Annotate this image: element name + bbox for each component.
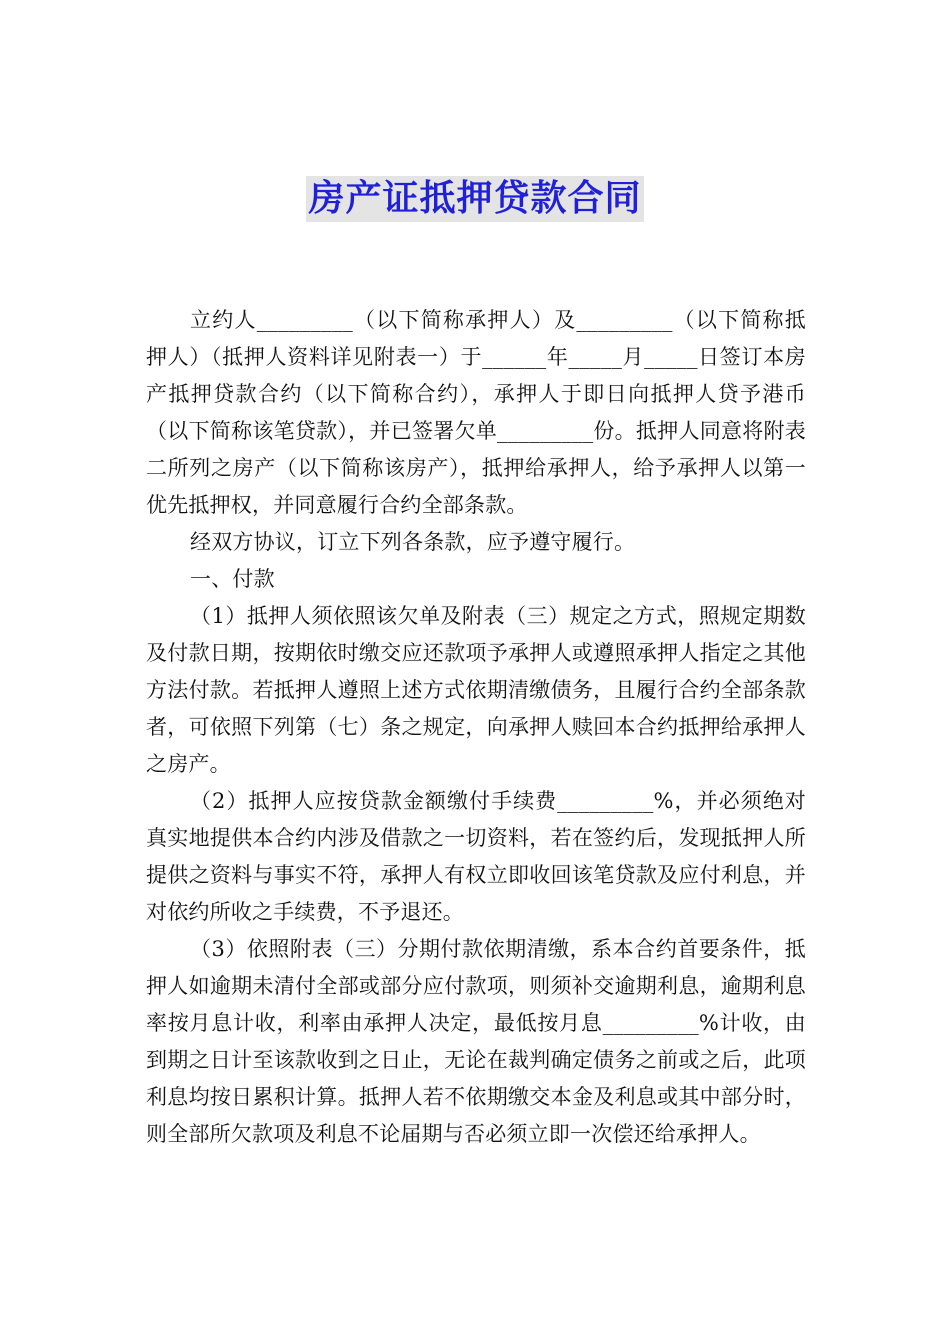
section-heading-payment: 一、付款 bbox=[190, 567, 275, 591]
paragraph-preamble: 立约人_________（以下简称承押人）及_________（以下简称抵押人）（抵押人资料详见附表一）于______年_____月_____日签订本房产抵押贷款合约（以下简称合约），承押人于即日向抵押人贷予港币（以下简称该笔贷款），并已签署欠单_________份。抵押人同意将附表二所列之房产（以下简称该房产），抵押给承押人，给予承押人以第一优先抵押权，并同意履行合约全部条款。 bbox=[146, 308, 806, 517]
document-body bbox=[146, 302, 806, 1153]
paragraph-agreement: 经双方协议，订立下列各条款，应予遵守履行。 bbox=[190, 530, 636, 554]
clause-1: （1）抵押人须依照该欠单及附表（三）规定之方式，照规定期数及付款日期，按期依时缴交应还款项予承押人或遵照承押人指定之其他方法付款。若抵押人遵照上述方式依期清缴债务，且履行合约全部条款者，可依照下列第（七）条之规定，向承押人赎回本合约抵押给承押人之房产。 bbox=[146, 604, 806, 776]
title-container bbox=[0, 176, 950, 222]
document-title: 房产证抵押贷款合同 bbox=[306, 176, 643, 222]
clause-3: （3）依照附表（三）分期付款依期清缴，系本合约首要条件，抵押人如逾期未清付全部或部分应付款项，则须补交逾期利息，逾期利息率按月息计收，利率由承押人决定，最低按月息_________%计收，由到期之日计至该款收到之日止，无论在裁判确定债务之前或之后，此项利息均按日累积计算。抵押人若不依期缴交本金及利息或其中部分时，则全部所欠款项及利息不论届期与否必须立即一次偿还给承押人。 bbox=[146, 937, 806, 1146]
clause-2: （2）抵押人应按贷款金额缴付手续费_________%，并必须绝对真实地提供本合约内涉及借款之一切资料，若在签约后，发现抵押人所提供之资料与事实不符，承押人有权立即收回该笔贷款及应付利息，并对依约所收之手续费，不予退还。 bbox=[146, 789, 806, 924]
